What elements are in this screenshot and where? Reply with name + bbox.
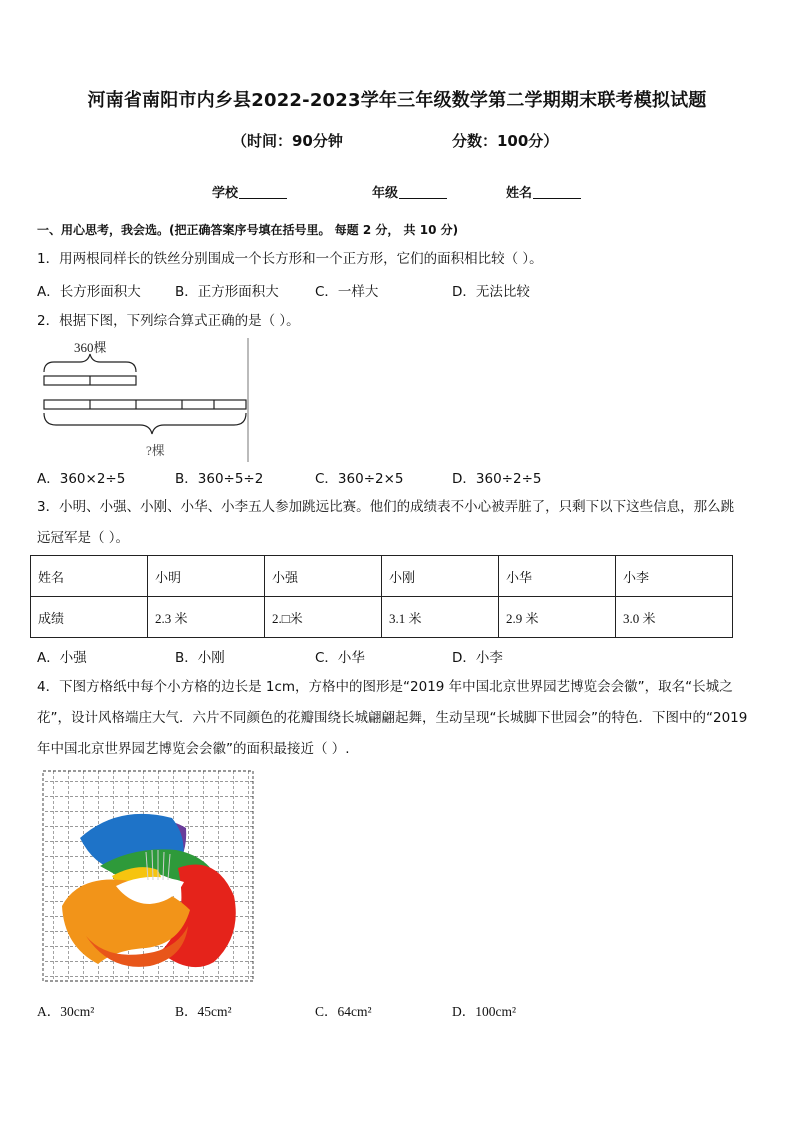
segment-diagram bbox=[36, 338, 256, 463]
table-cell: 小刚 bbox=[382, 556, 499, 597]
question-3-options bbox=[37, 646, 757, 666]
bottom-brace bbox=[44, 413, 246, 434]
option-a: A．360×2÷5 bbox=[37, 471, 126, 487]
grade-label: 年级 bbox=[372, 186, 399, 201]
table-cell: 2.□米 bbox=[265, 597, 382, 638]
question-3-line-1: 3．小明、小强、小刚、小华、小李五人参加跳远比赛。他们的成绩表不小心被弄脏了，只剩下以下这些信息，那么跳 bbox=[37, 499, 735, 515]
option-d: D．小李 bbox=[452, 650, 503, 666]
table-cell: 小明 bbox=[148, 556, 265, 597]
table-cell: 2.3 米 bbox=[148, 597, 265, 638]
name-blank bbox=[533, 185, 581, 199]
school-field bbox=[212, 182, 287, 201]
bottom-segment-label: ?棵 bbox=[146, 443, 165, 458]
option-c: C．小华 bbox=[315, 650, 365, 666]
option-b: B．45cm² bbox=[175, 1004, 232, 1019]
option-d: D．无法比较 bbox=[452, 284, 530, 300]
name-field bbox=[506, 182, 581, 201]
table-cell: 小华 bbox=[499, 556, 616, 597]
top-segment-label: 360棵 bbox=[74, 340, 107, 355]
page-title: 河南省南阳市内乡县2022-2023学年三年级数学第二学期期末联考模拟试题 bbox=[87, 90, 707, 111]
school-label: 学校 bbox=[212, 186, 239, 201]
table-cell: 小强 bbox=[265, 556, 382, 597]
logo-grid-figure bbox=[38, 766, 264, 988]
top-brace bbox=[44, 354, 136, 372]
option-d: D．100cm² bbox=[452, 1004, 517, 1019]
option-a: A．30cm² bbox=[37, 1004, 95, 1019]
question-4-line-2: 花”，设计风格端庄大气．六片不同颜色的花瓣围绕长城翩翩起舞，生动呈现“长城脚下世园会”的特色．下图中的“2019 bbox=[37, 710, 748, 726]
bottom-bar bbox=[44, 400, 246, 409]
table-row bbox=[31, 597, 733, 638]
grade-blank bbox=[399, 185, 447, 199]
table-cell: 姓名 bbox=[31, 556, 148, 597]
table-cell: 小李 bbox=[616, 556, 733, 597]
school-blank bbox=[239, 185, 287, 199]
question-3-line-2: 远冠军是（ ）。 bbox=[37, 530, 130, 546]
question-4-options bbox=[37, 1000, 757, 1020]
question-1-options bbox=[37, 280, 757, 300]
table-cell: 3.1 米 bbox=[382, 597, 499, 638]
table-row bbox=[31, 556, 733, 597]
table-cell: 2.9 米 bbox=[499, 597, 616, 638]
table-cell: 3.0 米 bbox=[616, 597, 733, 638]
question-4-line-1: 4．下图方格纸中每个小方格的边长是 1cm，方格中的图形是“2019 年中国北京世界园艺博览会会徽”，取名“长城之 bbox=[37, 679, 733, 695]
grade-field bbox=[372, 182, 447, 201]
name-label: 姓名 bbox=[506, 186, 533, 201]
option-c: C．64cm² bbox=[315, 1004, 372, 1019]
option-d: D．360÷2÷5 bbox=[452, 471, 542, 487]
score-table bbox=[30, 555, 733, 638]
question-2-options bbox=[37, 467, 757, 487]
option-c: C．360÷2×5 bbox=[315, 471, 404, 487]
question-2: 2．根据下图，下列综合算式正确的是（ ）。 bbox=[37, 313, 300, 329]
option-c: C．一样大 bbox=[315, 284, 379, 300]
exam-score: 分数：100分） bbox=[452, 132, 559, 150]
question-4-line-3: 年中国北京世界园艺博览会会徽”的面积最接近（ ）. bbox=[37, 741, 350, 757]
question-1: 1．用两根同样长的铁丝分别围成一个长方形和一个正方形，它们的面积相比较（ ）。 bbox=[37, 251, 543, 267]
option-a: A．长方形面积大 bbox=[37, 284, 141, 300]
section-heading: 一、用心思考，我会选。(把正确答案序号填在括号里。 每题 2 分， 共 10 分) bbox=[37, 223, 459, 237]
table-cell: 成绩 bbox=[31, 597, 148, 638]
option-a: A．小强 bbox=[37, 650, 87, 666]
exam-time: （时间：90分钟 bbox=[232, 132, 343, 150]
option-b: B．360÷5÷2 bbox=[175, 471, 264, 487]
option-b: B．小刚 bbox=[175, 650, 225, 666]
option-b: B．正方形面积大 bbox=[175, 284, 279, 300]
